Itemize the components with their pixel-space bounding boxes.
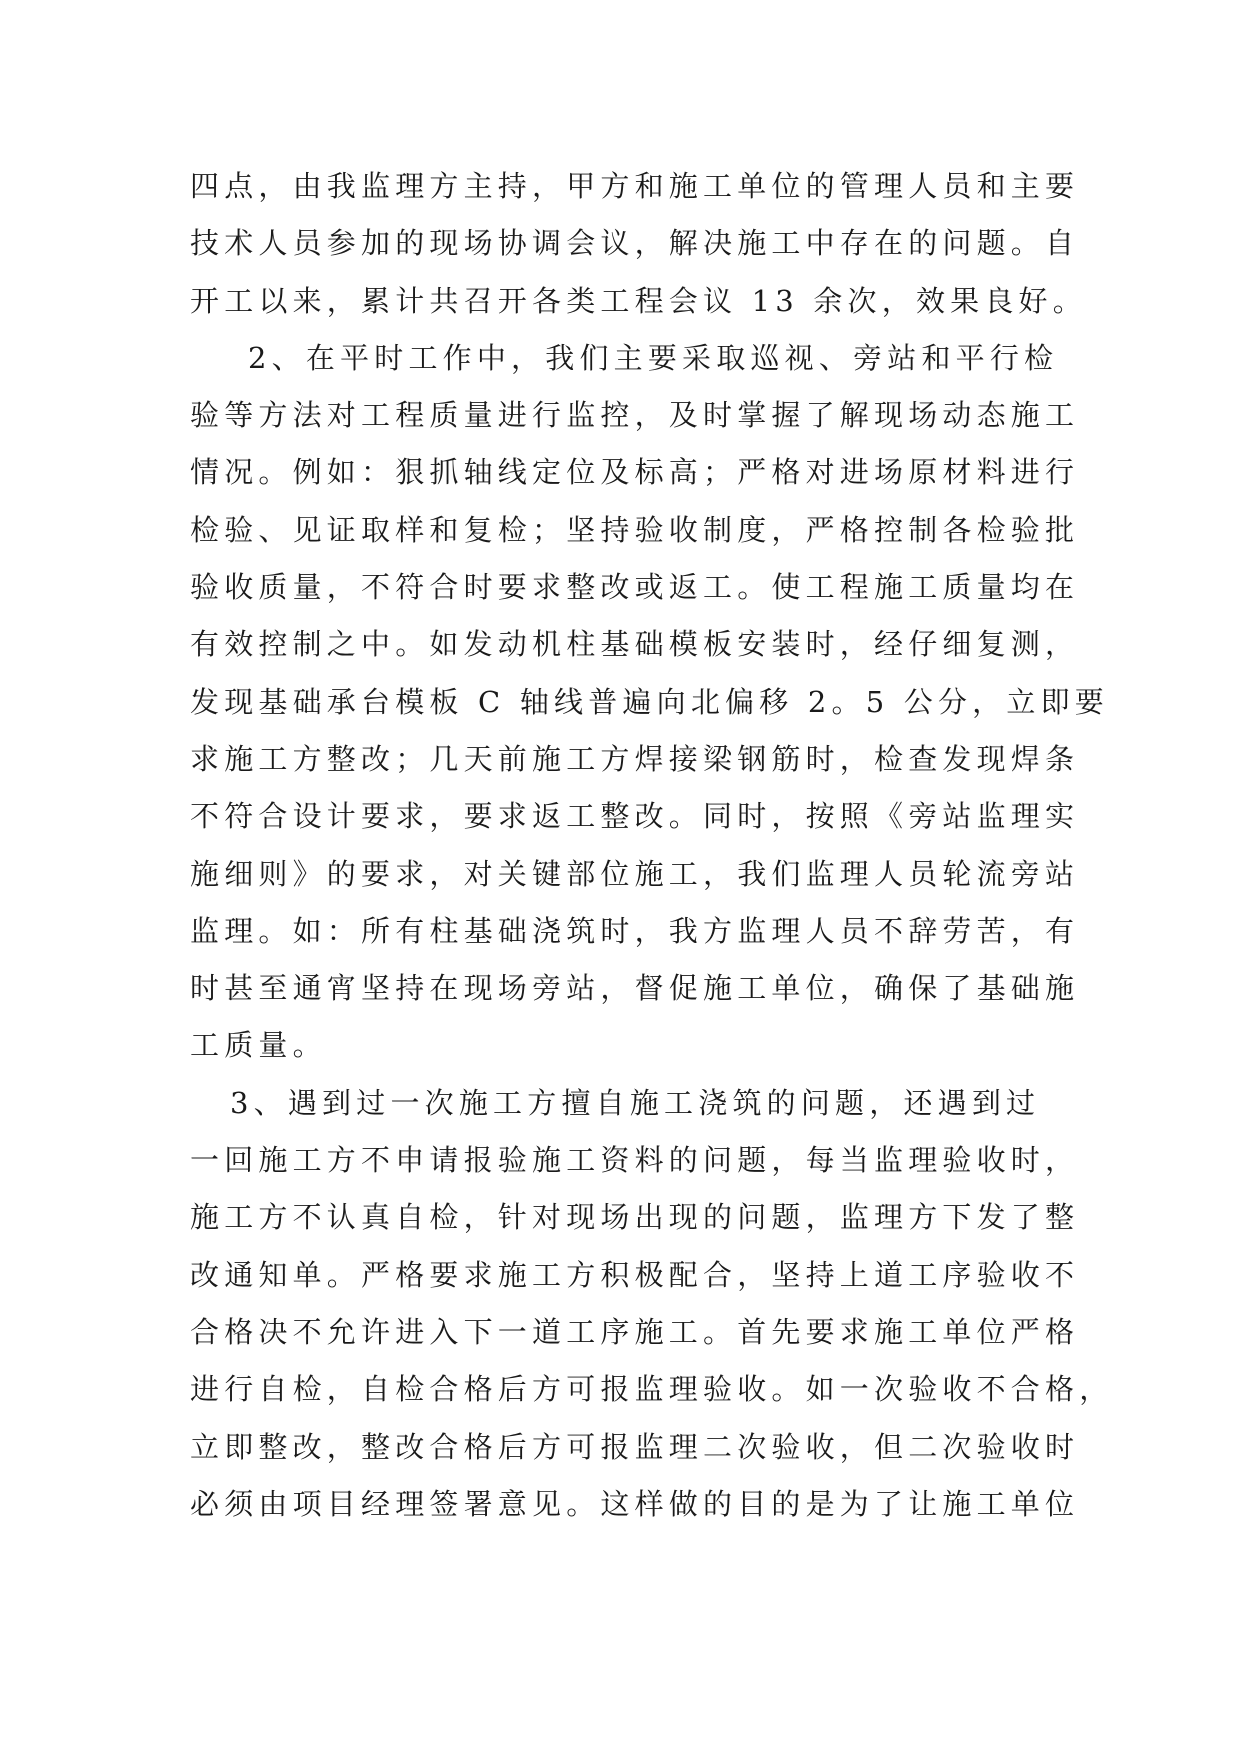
text-line: 一回施工方不申请报验施工资料的问题，每当监理验收时， xyxy=(190,1143,1080,1178)
paragraph-2-start: 2、在平时工作中，我们主要采取巡视、旁站和平行检 xyxy=(248,340,1059,375)
text-line: 求施工方整改；几天前施工方焊接梁钢筋时，检查发现焊条 xyxy=(190,741,1080,776)
text-line: 验等方法对工程质量进行监控，及时掌握了解现场动态施工 xyxy=(190,398,1080,433)
text-line: 情况。例如：狠抓轴线定位及标高；严格对进场原材料进行 xyxy=(190,455,1080,490)
text-line: 检验、见证取样和复检；坚持验收制度，严格控制各检验批 xyxy=(190,512,1080,547)
text-line: 施细则》的要求，对关键部位施工，我们监理人员轮流旁站 xyxy=(190,856,1080,891)
text-line: 监理。如：所有柱基础浇筑时，我方监理人员不辞劳苦，有 xyxy=(190,913,1080,948)
text-line: 四点，由我监理方主持，甲方和施工单位的管理人员和主要 xyxy=(190,169,1080,203)
text-line: 必须由项目经理签署意见。这样做的目的是为了让施工单位 xyxy=(190,1486,1080,1521)
text-line: 施工方不认真自检，针对现场出现的问题，监理方下发了整 xyxy=(190,1200,1080,1235)
body-text xyxy=(190,158,1114,1533)
text-line: 技术人员参加的现场协调会议，解决施工中存在的问题。自 xyxy=(190,226,1080,261)
text-line: 合格决不允许进入下一道工序施工。首先要求施工单位严格 xyxy=(190,1314,1080,1349)
text-line: 验收质量，不符合时要求整改或返工。使工程施工质量均在 xyxy=(190,570,1080,605)
text-line: 立即整改，整改合格后方可报监理二次验收，但二次验收时 xyxy=(190,1429,1080,1464)
text-line: 有效控制之中。如发动机柱基础模板安装时，经仔细复测， xyxy=(190,627,1080,662)
text-line: 工质量。 xyxy=(190,1028,327,1063)
paragraph-3-start: 3、遇到过一次施工方擅自施工浇筑的问题，还遇到过 xyxy=(230,1085,1041,1120)
text-line: 改通知单。严格要求施工方积极配合，坚持上道工序验收不 xyxy=(190,1257,1080,1292)
text-line: 进行自检，自检合格后方可报监理验收。如一次验收不合格， xyxy=(190,1372,1114,1407)
text-line: 发现基础承台模板 C 轴线普遍向北偏移 2。5 公分，立即要 xyxy=(190,684,1109,719)
text-line: 不符合设计要求，要求返工整改。同时，按照《旁站监理实 xyxy=(190,799,1080,834)
text-line: 开工以来，累计共召开各类工程会议 13 余次，效果良好。 xyxy=(190,283,1087,318)
text-line: 时甚至通宵坚持在现场旁站，督促施工单位，确保了基础施 xyxy=(190,971,1080,1006)
